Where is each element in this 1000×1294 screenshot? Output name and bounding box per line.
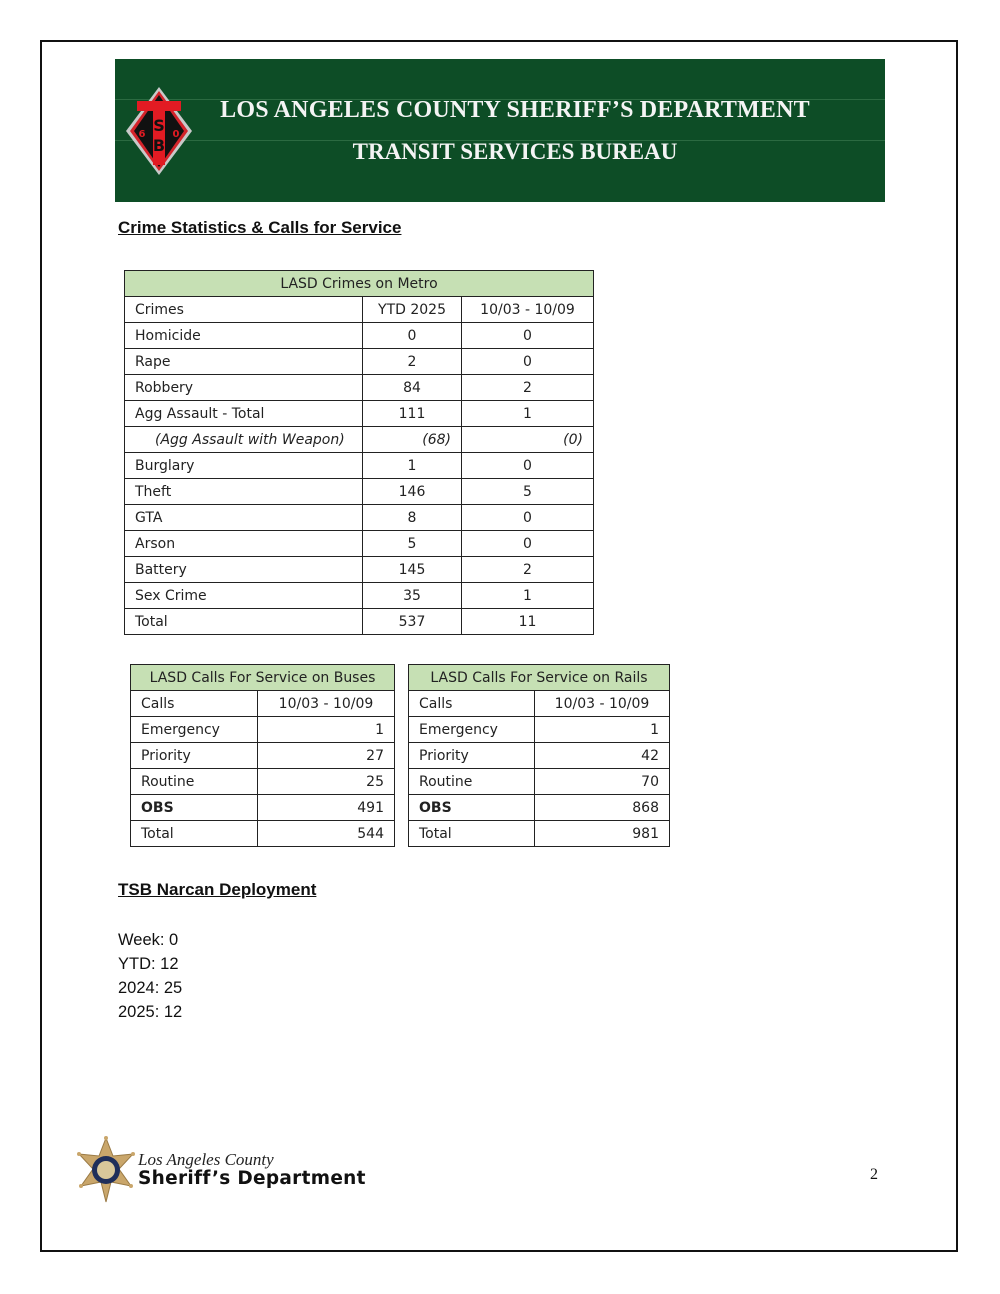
cell-label: Priority bbox=[131, 743, 258, 769]
cell-label: Burglary bbox=[125, 453, 363, 479]
cell-week: 0 bbox=[462, 323, 594, 349]
table-header-row bbox=[131, 691, 395, 717]
cell-ytd: 145 bbox=[363, 557, 462, 583]
bureau-title: TRANSIT SERVICES BUREAU bbox=[352, 139, 678, 164]
cell-ytd: 35 bbox=[363, 583, 462, 609]
cell-week: 1 bbox=[462, 401, 594, 427]
cell-week: 11 bbox=[462, 609, 594, 635]
cell-week: 2 bbox=[462, 557, 594, 583]
table-row bbox=[125, 375, 594, 401]
table-row bbox=[125, 401, 594, 427]
table-row bbox=[125, 583, 594, 609]
cell-label: Emergency bbox=[131, 717, 258, 743]
table-row bbox=[125, 609, 594, 635]
cell-label: Theft bbox=[125, 479, 363, 505]
cell-label: OBS bbox=[131, 795, 258, 821]
table-title: LASD Crimes on Metro bbox=[125, 271, 594, 297]
cell-week: 5 bbox=[462, 479, 594, 505]
cell-label: Homicide bbox=[125, 323, 363, 349]
table-row bbox=[131, 795, 395, 821]
table-header-row bbox=[409, 691, 670, 717]
cell-week: (0) bbox=[462, 427, 594, 453]
column-header: Calls bbox=[409, 691, 535, 717]
cell-ytd: 537 bbox=[363, 609, 462, 635]
table-row bbox=[409, 769, 670, 795]
sheriff-star-icon bbox=[76, 1136, 136, 1204]
table-title: LASD Calls For Service on Buses bbox=[131, 665, 395, 691]
cell-label: Arson bbox=[125, 531, 363, 557]
cell-ytd: 1 bbox=[363, 453, 462, 479]
cell-ytd: 2 bbox=[363, 349, 462, 375]
cell-value: 981 bbox=[535, 821, 670, 847]
table-row bbox=[125, 349, 594, 375]
cell-week: 1 bbox=[462, 583, 594, 609]
cell-value: 868 bbox=[535, 795, 670, 821]
column-header: 10/03 - 10/09 bbox=[258, 691, 395, 717]
cell-ytd: (68) bbox=[363, 427, 462, 453]
cell-ytd: 8 bbox=[363, 505, 462, 531]
column-header: 10/03 - 10/09 bbox=[462, 297, 594, 323]
column-header: YTD 2025 bbox=[363, 297, 462, 323]
section-heading-narcan: TSB Narcan Deployment bbox=[118, 880, 317, 899]
cell-value: 27 bbox=[258, 743, 395, 769]
cell-label: (Agg Assault with Weapon) bbox=[125, 427, 363, 453]
cell-value: 70 bbox=[535, 769, 670, 795]
cell-value: 25 bbox=[258, 769, 395, 795]
buses-calls-table bbox=[130, 664, 395, 847]
table-row bbox=[125, 479, 594, 505]
cell-label: Priority bbox=[409, 743, 535, 769]
cell-label: Routine bbox=[409, 769, 535, 795]
section-heading-crime-stats: Crime Statistics & Calls for Service bbox=[118, 218, 402, 237]
cell-ytd: 5 bbox=[363, 531, 462, 557]
table-row bbox=[409, 743, 670, 769]
rails-calls-table bbox=[408, 664, 670, 847]
table-row bbox=[125, 427, 594, 453]
cell-label: OBS bbox=[409, 795, 535, 821]
table-row bbox=[125, 531, 594, 557]
table-title: LASD Calls For Service on Rails bbox=[409, 665, 670, 691]
narcan-line: 2025: 12 bbox=[118, 1003, 183, 1021]
table-title-row bbox=[409, 665, 670, 691]
table-row bbox=[409, 717, 670, 743]
page-number: 2 bbox=[870, 1166, 878, 1183]
crimes-table bbox=[124, 270, 594, 635]
cell-label: Sex Crime bbox=[125, 583, 363, 609]
svg-text:6: 6 bbox=[138, 129, 146, 140]
cell-value: 544 bbox=[258, 821, 395, 847]
svg-text:0: 0 bbox=[172, 129, 180, 140]
cell-value: 42 bbox=[535, 743, 670, 769]
table-row bbox=[125, 453, 594, 479]
cell-label: Routine bbox=[131, 769, 258, 795]
header-banner bbox=[115, 59, 885, 202]
cell-label: Agg Assault - Total bbox=[125, 401, 363, 427]
sheriff-footer-logo bbox=[76, 1136, 406, 1206]
table-row bbox=[409, 821, 670, 847]
narcan-stats bbox=[118, 928, 182, 1024]
table-row bbox=[131, 717, 395, 743]
column-header: Crimes bbox=[125, 297, 363, 323]
table-row bbox=[125, 505, 594, 531]
cell-week: 2 bbox=[462, 375, 594, 401]
cell-week: 0 bbox=[462, 453, 594, 479]
table-title-row bbox=[131, 665, 395, 691]
table-header-row bbox=[125, 297, 594, 323]
svg-text:B: B bbox=[152, 136, 166, 155]
cell-week: 0 bbox=[462, 531, 594, 557]
cell-ytd: 111 bbox=[363, 401, 462, 427]
cell-label: Battery bbox=[125, 557, 363, 583]
table-row bbox=[131, 743, 395, 769]
narcan-line: YTD: 12 bbox=[118, 955, 179, 973]
department-title: LOS ANGELES COUNTY SHERIFF’S DEPARTMENT bbox=[220, 97, 810, 123]
narcan-line: Week: 0 bbox=[118, 931, 179, 949]
cell-label: Total bbox=[125, 609, 363, 635]
cell-ytd: 146 bbox=[363, 479, 462, 505]
cell-value: 1 bbox=[535, 717, 670, 743]
table-row bbox=[409, 795, 670, 821]
cell-ytd: 0 bbox=[363, 323, 462, 349]
table-row bbox=[131, 769, 395, 795]
table-row bbox=[131, 821, 395, 847]
footer-department: Sheriff’s Department bbox=[138, 1168, 366, 1189]
footer-county: Los Angeles County bbox=[138, 1150, 274, 1169]
cell-ytd: 84 bbox=[363, 375, 462, 401]
narcan-line: 2024: 25 bbox=[118, 979, 183, 997]
cell-week: 0 bbox=[462, 349, 594, 375]
cell-label: Total bbox=[131, 821, 258, 847]
cell-label: Robbery bbox=[125, 375, 363, 401]
table-title-row bbox=[125, 271, 594, 297]
svg-text:S: S bbox=[153, 116, 165, 135]
cell-label: Total bbox=[409, 821, 535, 847]
cell-label: Emergency bbox=[409, 717, 535, 743]
table-row bbox=[125, 323, 594, 349]
cell-value: 491 bbox=[258, 795, 395, 821]
table-row bbox=[125, 557, 594, 583]
cell-value: 1 bbox=[258, 717, 395, 743]
column-header: Calls bbox=[131, 691, 258, 717]
cell-label: Rape bbox=[125, 349, 363, 375]
column-header: 10/03 - 10/09 bbox=[535, 691, 670, 717]
cell-label: GTA bbox=[125, 505, 363, 531]
cell-week: 0 bbox=[462, 505, 594, 531]
